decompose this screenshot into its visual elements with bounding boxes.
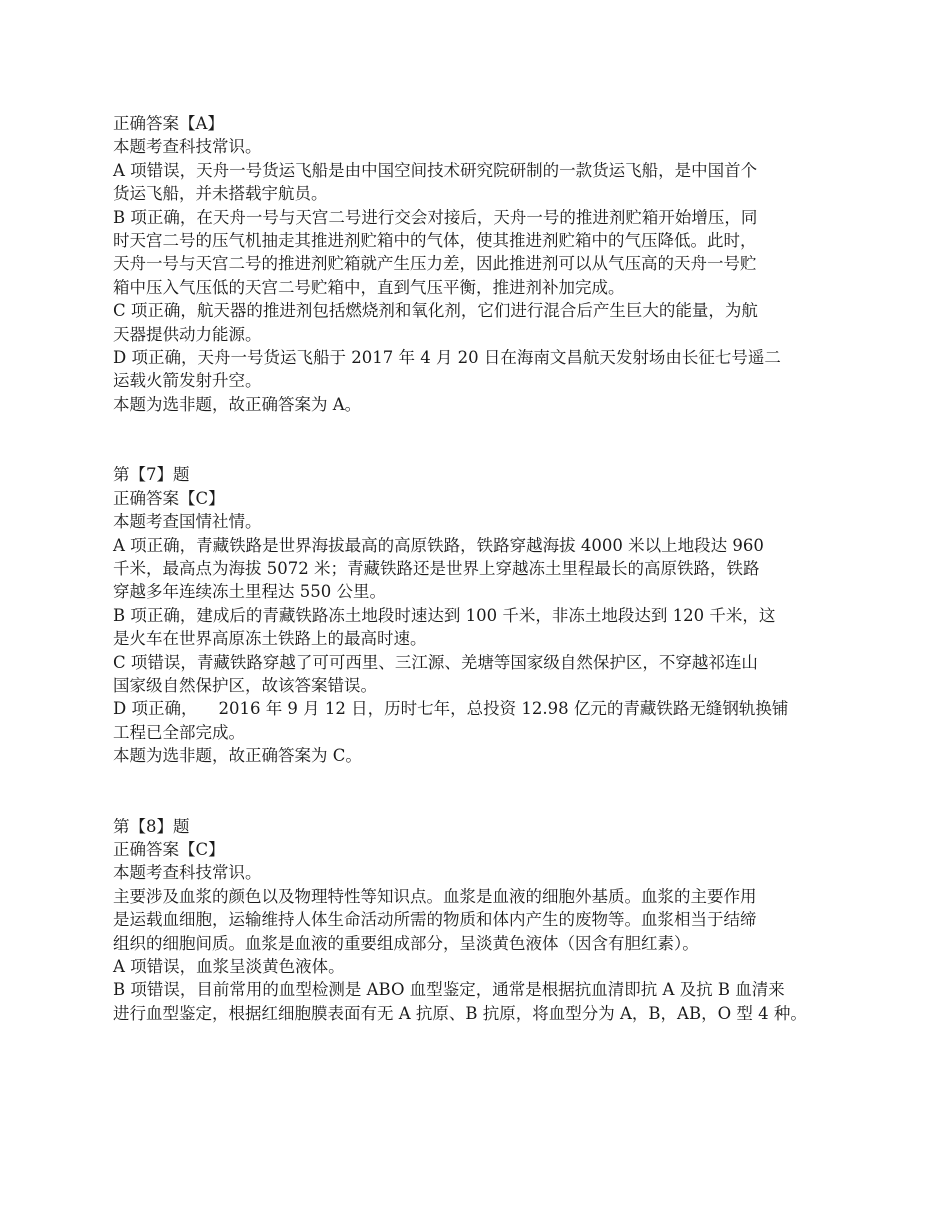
correct-answer-line: 正确答案【A】 — [113, 114, 224, 133]
explanation-line: 货运飞船，并未搭载宇航员。 — [113, 184, 328, 204]
correct-answer-line: 正确答案【C】 — [113, 488, 225, 508]
topic-line: 本题考查科技常识。 — [113, 863, 262, 883]
explanation-line: 运载火箭发射升空。 — [113, 371, 262, 391]
explanation-line: 时天宫二号的压气机抽走其推进剂贮箱中的气体，使其推进剂贮箱中的气压降低。此时， — [113, 231, 757, 251]
topic-line: 本题考查国情社情。 — [113, 512, 262, 532]
explanation-line: 天舟一号与天宫二号的推进剂贮箱就产生压力差，因此推进剂可以从气压高的天舟一号贮 — [113, 254, 757, 274]
document-page — [113, 112, 843, 1025]
question-header: 第【8】题 — [113, 816, 190, 836]
explanation-line: 组织的细胞间质。血浆是血液的重要组成部分，呈淡黄色液体（因含有胆红素）。 — [113, 933, 699, 953]
answer-section-6 — [113, 112, 843, 416]
correct-answer-line: 正确答案【C】 — [113, 839, 225, 859]
explanation-line: 是火车在世界高原冻土铁路上的最高时速。 — [113, 629, 427, 649]
explanation-line: A 项错误，天舟一号货运飞船是由中国空间技术研究院研制的一款货运飞船，是中国首个 — [113, 160, 758, 180]
explanation-line: B 项正确，建成后的青藏铁路冻土地段时速达到 100 千米，非冻土地段达到 120 千米，这 — [113, 605, 776, 625]
explanation-line: 是运载血细胞，运输维持人体生命活动所需的物质和体内产生的废物等。血浆相当于结缔 — [113, 910, 757, 930]
explanation-line: B 项错误，目前常用的血型检测是 ABO 血型鉴定，通常是根据抗血清即抗 A 及抗 B 血清来 — [113, 980, 785, 1000]
answer-section-8 — [113, 815, 843, 1026]
explanation-line: B 项正确，在天舟一号与天宫二号进行交会对接后，天舟一号的推进剂贮箱开始增压，同 — [113, 207, 758, 227]
explanation-line: 工程已全部完成。 — [113, 722, 245, 742]
explanation-line: C 项错误，青藏铁路穿越了可可西里、三江源、羌塘等国家级自然保护区，不穿越祁连山 — [113, 652, 758, 672]
explanation-line: A 项正确，青藏铁路是世界海拔最高的高原铁路，铁路穿越海拔 4000 米以上地段达 960 — [113, 535, 764, 555]
answer-section-7 — [113, 463, 843, 767]
explanation-line: A 项错误，血浆呈淡黄色液体。 — [113, 957, 345, 976]
conclusion-line: 本题为选非题，故正确答案为 C。 — [113, 746, 362, 766]
explanation-line: D 项正确， 2016 年 9 月 12 日，历时七年，总投资 12.98 亿元的青藏铁路无缝钢轨换铺 — [113, 699, 789, 719]
explanation-line: 天器提供动力能源。 — [113, 324, 262, 344]
explanation-line: C 项正确，航天器的推进剂包括燃烧剂和氧化剂，它们进行混合后产生巨大的能量，为航 — [113, 301, 758, 321]
topic-line: 本题考查科技常识。 — [113, 137, 262, 157]
conclusion-line: 本题为选非题，故正确答案为 A。 — [113, 394, 362, 414]
explanation-line: 箱中压入气压低的天宫二号贮箱中，直到气压平衡，推进剂补加完成。 — [113, 277, 625, 297]
explanation-line: 主要涉及血浆的颜色以及物理特性等知识点。血浆是血液的细胞外基质。血浆的主要作用 — [113, 886, 757, 906]
explanation-line: 进行血型鉴定，根据红细胞膜表面有无 A 抗原、B 抗原，将血型分为 A，B，AB，O 型 4 种。 — [113, 1003, 807, 1023]
section-spacer — [113, 768, 843, 815]
explanation-line: 国家级自然保护区，故该答案错误。 — [113, 675, 377, 695]
explanation-line: 千米，最高点为海拔 5072 米；青藏铁路还是世界上穿越冻土里程最长的高原铁路，铁路 — [113, 558, 760, 578]
question-header: 第【7】题 — [113, 465, 190, 485]
explanation-line: 穿越多年连续冻土里程达 550 公里。 — [113, 582, 386, 602]
explanation-line: D 项正确，天舟一号货运飞船于 2017 年 4 月 20 日在海南文昌航天发射场由长征七号遥二 — [113, 348, 781, 368]
section-spacer — [113, 416, 843, 463]
